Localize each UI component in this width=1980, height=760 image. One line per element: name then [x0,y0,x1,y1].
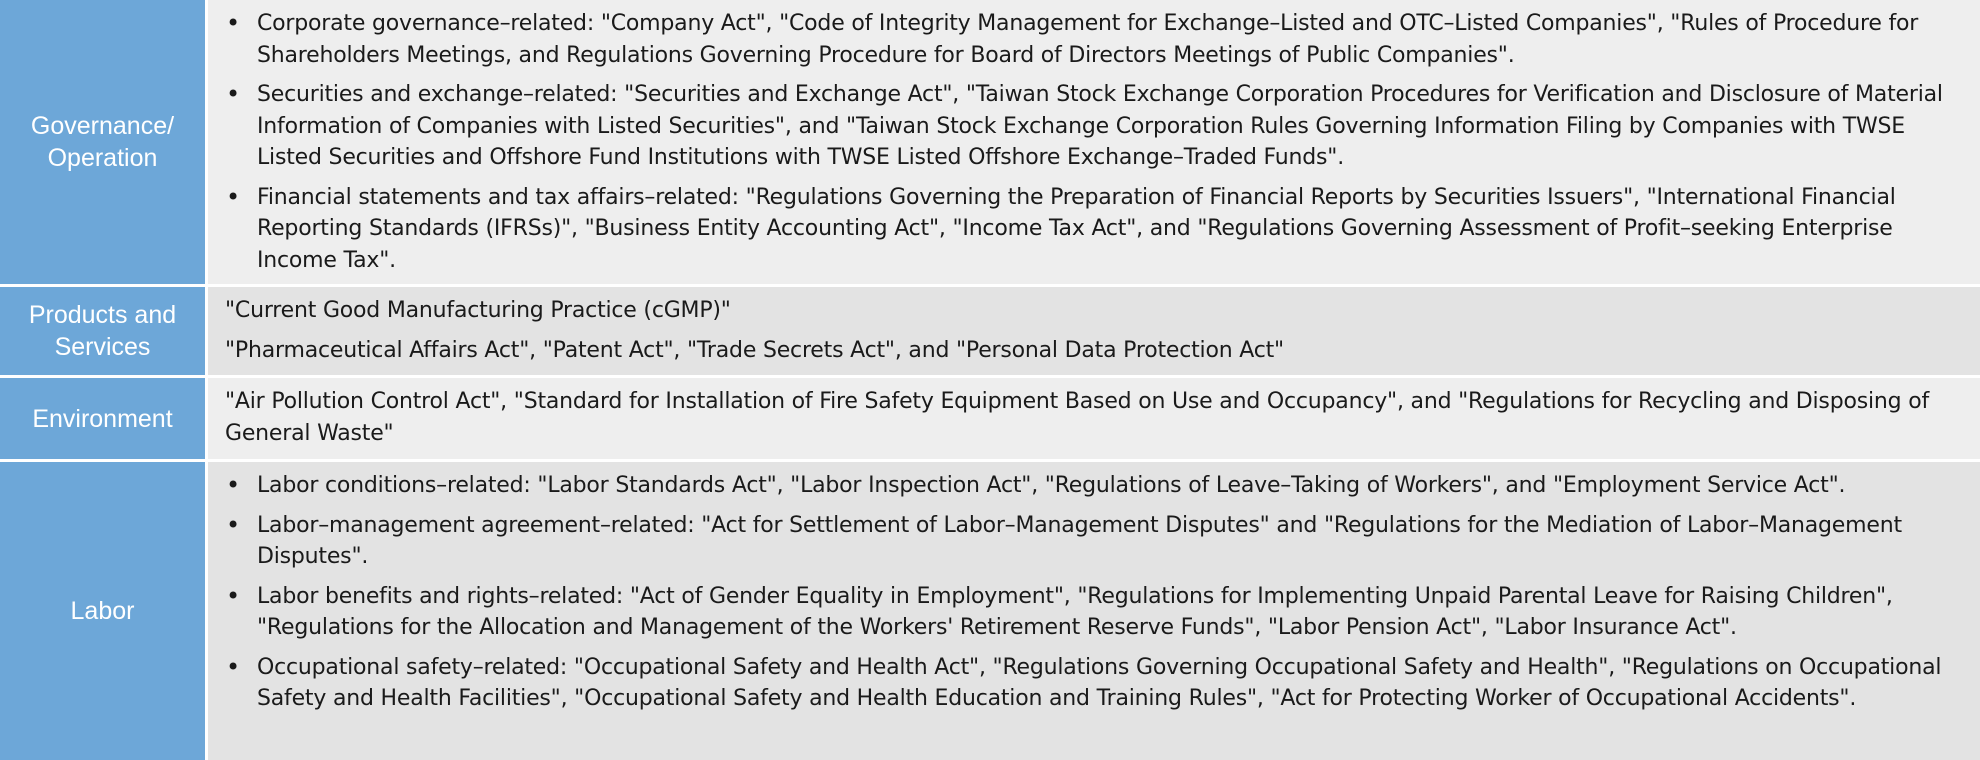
table-row-governance [0,0,1980,287]
category-label: Governance/ Operation [30,112,175,172]
category-cell-governance [0,0,208,284]
category-label: Labor [70,597,135,625]
list-item: • Occupational safety–related: "Occupational Safety and Health Act", "Regulations Governing Occupational Safety and Health", "Regulations on Occupational Safety and Health Facilities", "Occupational Safety and Health Education and Training Rules", "Act for Protecting Worker of Occupational Accidents". [225,652,1960,715]
list-item: • Labor–management agreement–related: "Act for Settlement of Labor–Management Disputes" and "Regulations for the Mediation of Labor–Management Disputes". [225,510,1960,573]
list-item: • Labor conditions–related: "Labor Standards Act", "Labor Inspection Act", "Regulations of Leave–Taking of Workers", and "Employment Service Act". [225,470,1960,502]
list-item: • Financial statements and tax affairs–related: "Regulations Governing the Preparation of Financial Reports by Securities Issuers", "International Financial Reporting Standards (IFRSs)", "Business Entity Accounting Act", "Income Tax Act", and "Regulations Governing Assessment of Profit–seeking Enterprise Income Tax". [225,182,1960,277]
content-cell-products-services [208,287,1980,375]
category-label: Environment [32,404,173,433]
bullet-list [225,8,1960,276]
list-item: • Securities and exchange–related: "Securities and Exchange Act", "Taiwan Stock Exchange Corporation Procedures for Verification and Disclosure of Material Information of Companies with Listed Securities", and "Taiwan Stock Exchange Corporation Rules Governing Information Filing by Companies with TWSE Listed Securities and Offshore Fund Institutions with TWSE Listed Offshore Exchange–Traded Funds". [225,79,1960,174]
paragraph: "Air Pollution Control Act", "Standard for Installation of Fire Safety Equipment Based on Use and Occupancy", and "Regulations for Recycling and Disposing of General Waste" [225,389,1930,446]
content-cell-governance [208,0,1980,284]
paragraph: "Pharmaceutical Affairs Act", "Patent Act", "Trade Secrets Act", and "Personal Data Protection Act" [225,337,1284,363]
paragraph: "Current Good Manufacturing Practice (cGMP)" [225,298,731,323]
table-row-labor [0,462,1980,760]
category-cell-environment [0,378,208,459]
category-cell-products-services [0,287,208,375]
content-cell-labor [208,462,1980,760]
category-cell-labor [0,462,208,760]
list-item: • Corporate governance–related: "Company Act", "Code of Integrity Management for Exchange–Listed and OTC–Listed Companies", "Rules of Procedure for Shareholders Meetings, and Regulations Governing Procedure for Board of Directors Meetings of Public Companies". [225,8,1960,71]
category-label: Products and Services [28,301,177,361]
table-row-environment [0,378,1980,462]
bullet-list [225,470,1960,715]
content-cell-environment [208,378,1980,459]
list-item: • Labor benefits and rights–related: "Act of Gender Equality in Employment", "Regulations for Implementing Unpaid Parental Leave for Raising Children", "Regulations for the Allocation and Management of the Workers' Retirement Reserve Funds", "Labor Pension Act", "Labor Insurance Act". [225,581,1960,644]
table-row-products-services [0,287,1980,378]
